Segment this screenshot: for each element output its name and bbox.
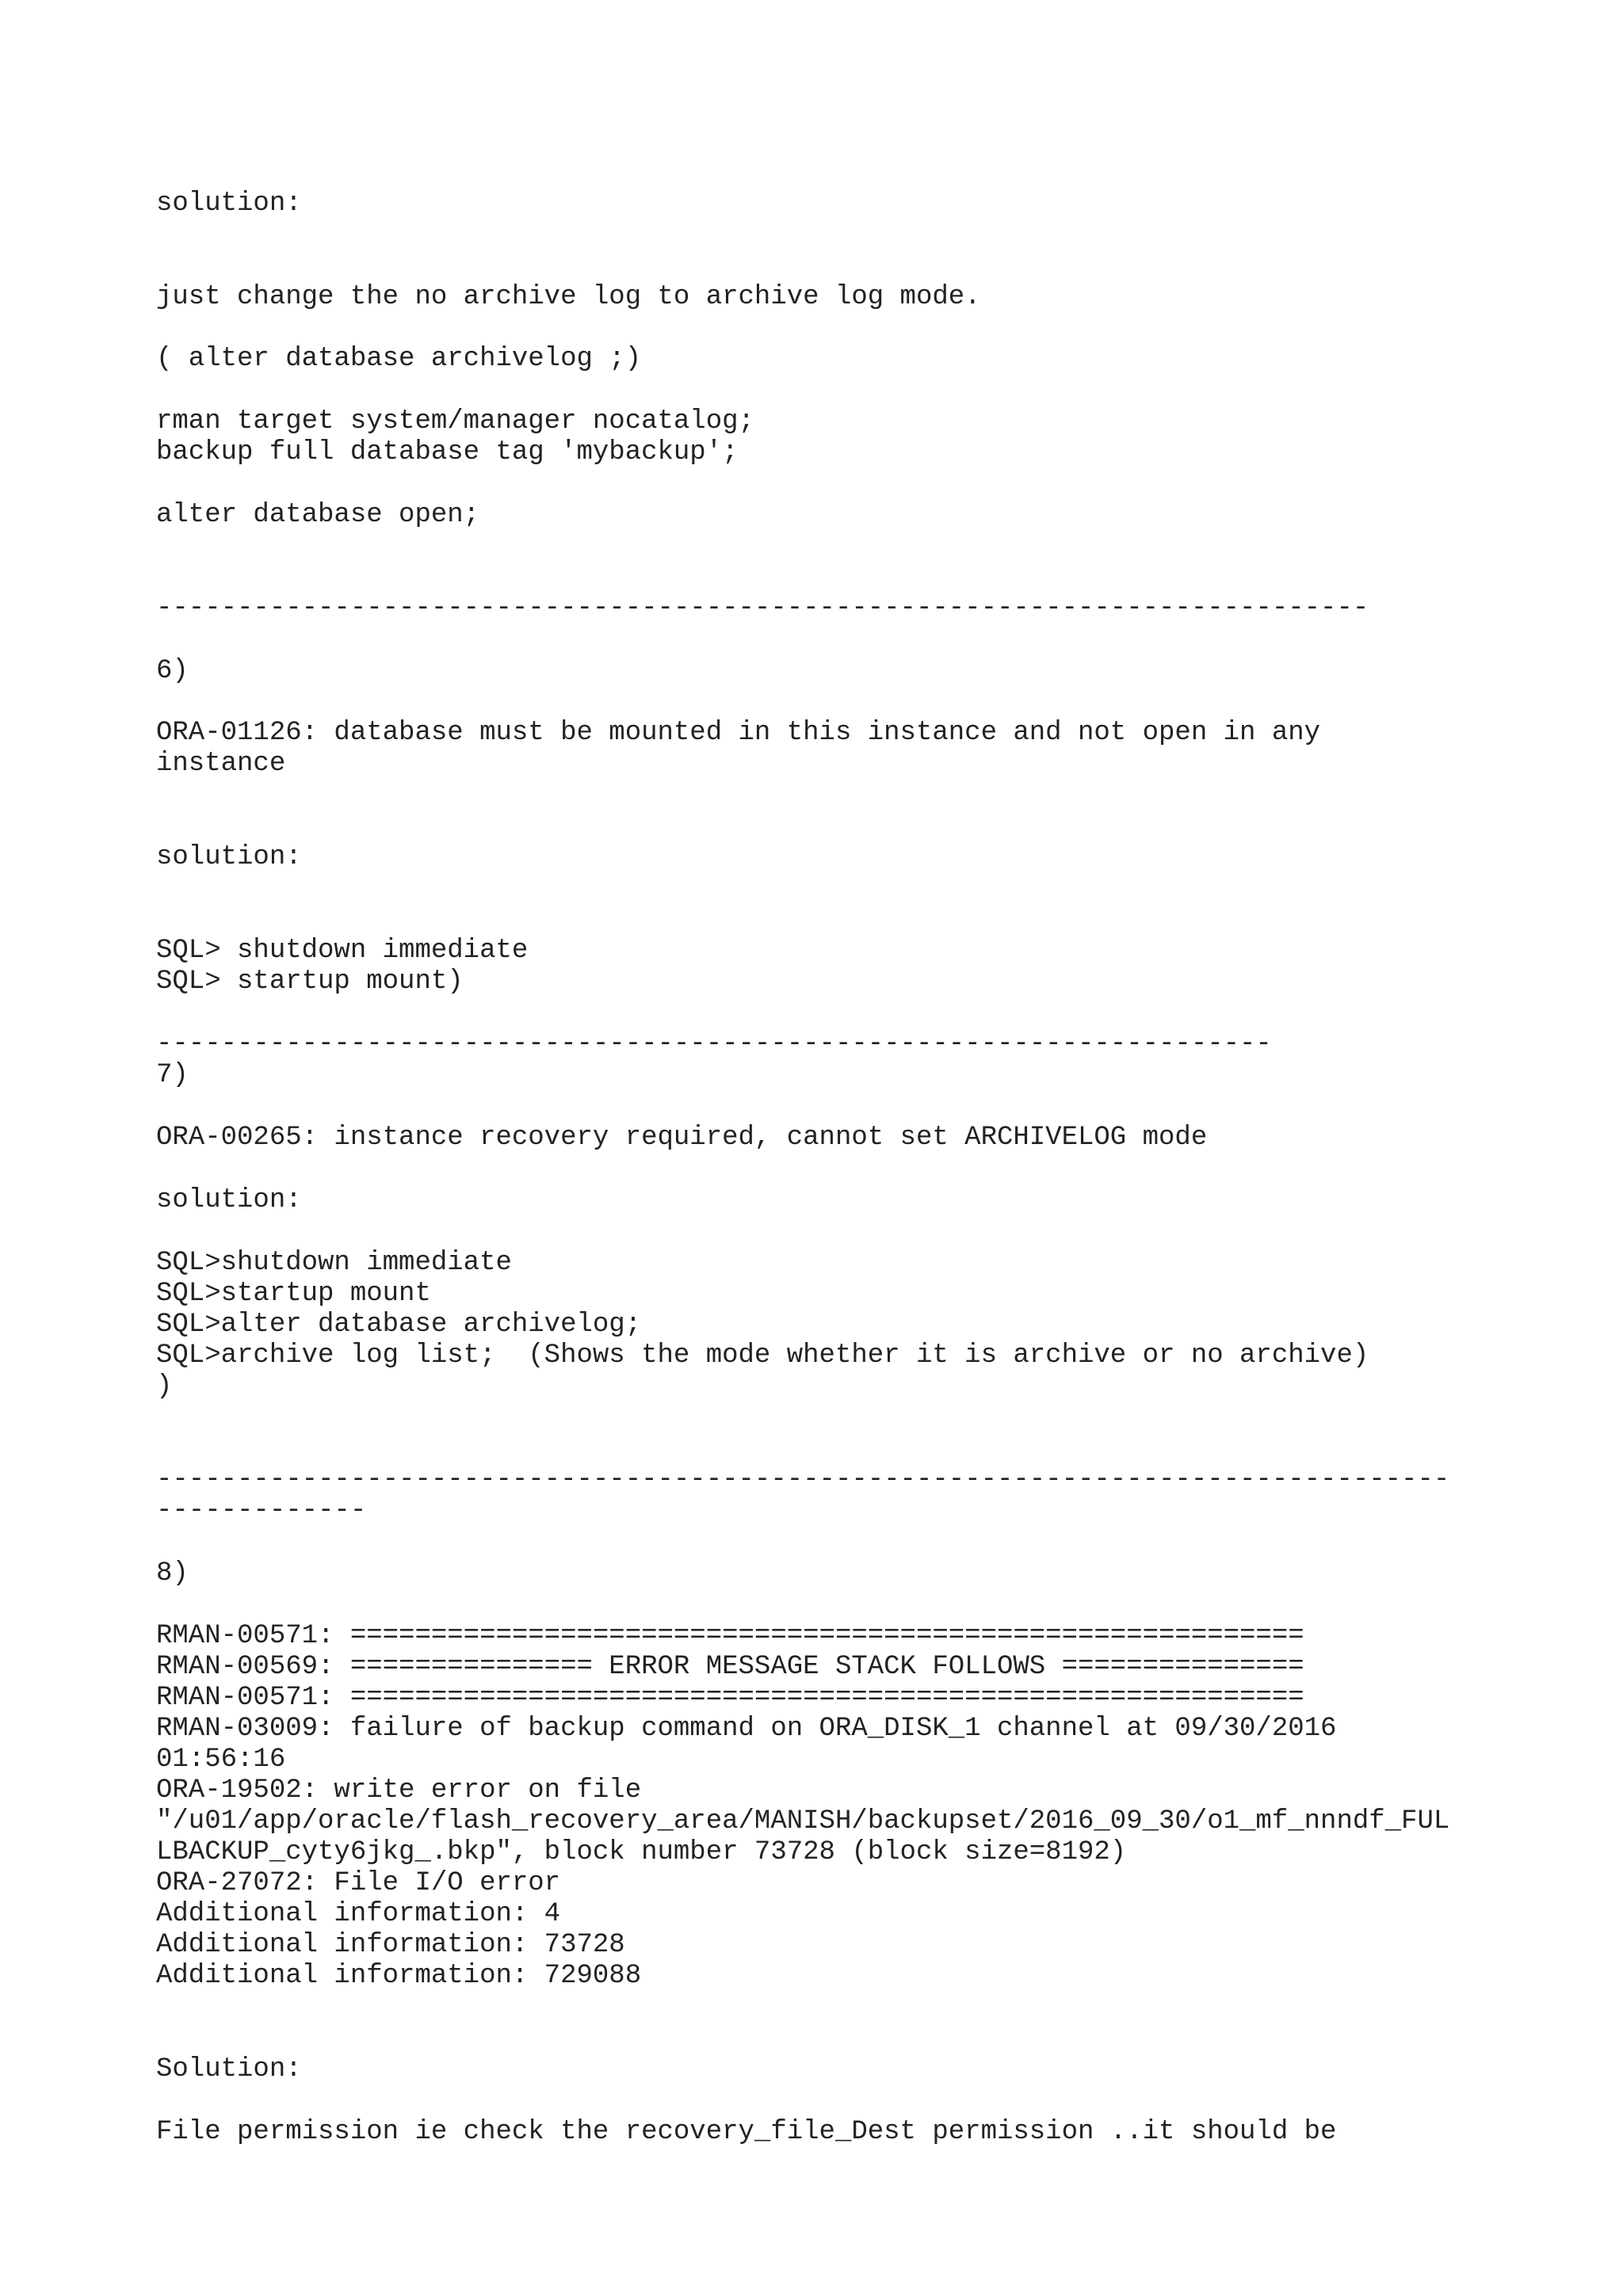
text-line: ------------- (156, 1496, 367, 1526)
text-line: Additional information: 4 (156, 1899, 561, 1929)
text-line: SQL> shutdown immediate (156, 936, 529, 966)
text-line: -------------------------------------------------------------------------------- (156, 1465, 1450, 1495)
text-line: rman target system/manager nocatalog; (156, 406, 754, 437)
text-line: solution: (156, 189, 302, 219)
text-line: just change the no archive log to archive log mode. (156, 282, 981, 312)
text-line: 8) (156, 1558, 189, 1589)
text-line: ORA-19502: write error on file (156, 1775, 642, 1806)
text-line: backup full database tag 'mybackup'; (156, 437, 739, 467)
text-line: Solution: (156, 2054, 302, 2084)
text-line: solution: (156, 842, 302, 872)
text-line: ORA-00265: instance recovery required, cannot set ARCHIVELOG mode (156, 1123, 1208, 1153)
text-line: "/u01/app/oracle/flash_recovery_area/MANISH/backupset/2016_09_30/o1_mf_nnndf_FUL (156, 1806, 1450, 1836)
text-line: SQL>startup mount (156, 1279, 431, 1309)
text-line: LBACKUP_cyty6jkg_.bkp", block number 73728 (block size=8192) (156, 1837, 1127, 1867)
text-line: RMAN-00571: =========================================================== (156, 1683, 1304, 1713)
text-line: SQL>alter database archivelog; (156, 1310, 642, 1340)
text-line: SQL>shutdown immediate (156, 1248, 512, 1278)
text-line: File permission ie check the recovery_file_Dest permission ..it should be (156, 2117, 1337, 2147)
text-line: instance (156, 749, 286, 779)
text-line: Additional information: 73728 (156, 1930, 625, 1960)
text-line: SQL> startup mount) (156, 967, 464, 997)
text-line: ( alter database archivelog ;) (156, 344, 642, 374)
text-line: RMAN-00569: =============== ERROR MESSAGE STACK FOLLOWS =============== (156, 1652, 1304, 1682)
text-line: --------------------------------------------------------------------- (156, 1029, 1272, 1059)
text-line: Additional information: 729088 (156, 1961, 642, 1991)
text-line: RMAN-03009: failure of backup command on ORA_DISK_1 channel at 09/30/2016 (156, 1714, 1337, 1744)
text-line: 01:56:16 (156, 1745, 286, 1775)
text-line: 7) (156, 1060, 189, 1090)
text-line: alter database open; (156, 500, 480, 530)
text-line: 6) (156, 656, 189, 686)
text-line: ) (156, 1371, 173, 1402)
text-line: --------------------------------------------------------------------------- (156, 593, 1369, 624)
text-line: solution: (156, 1185, 302, 1215)
text-line: ORA-27072: File I/O error (156, 1868, 561, 1898)
text-line: RMAN-00571: =========================================================== (156, 1621, 1304, 1651)
text-line: ORA-01126: database must be mounted in this instance and not open in any (156, 718, 1321, 748)
text-line: SQL>archive log list; (Shows the mode whether it is archive or no archive) (156, 1341, 1369, 1371)
